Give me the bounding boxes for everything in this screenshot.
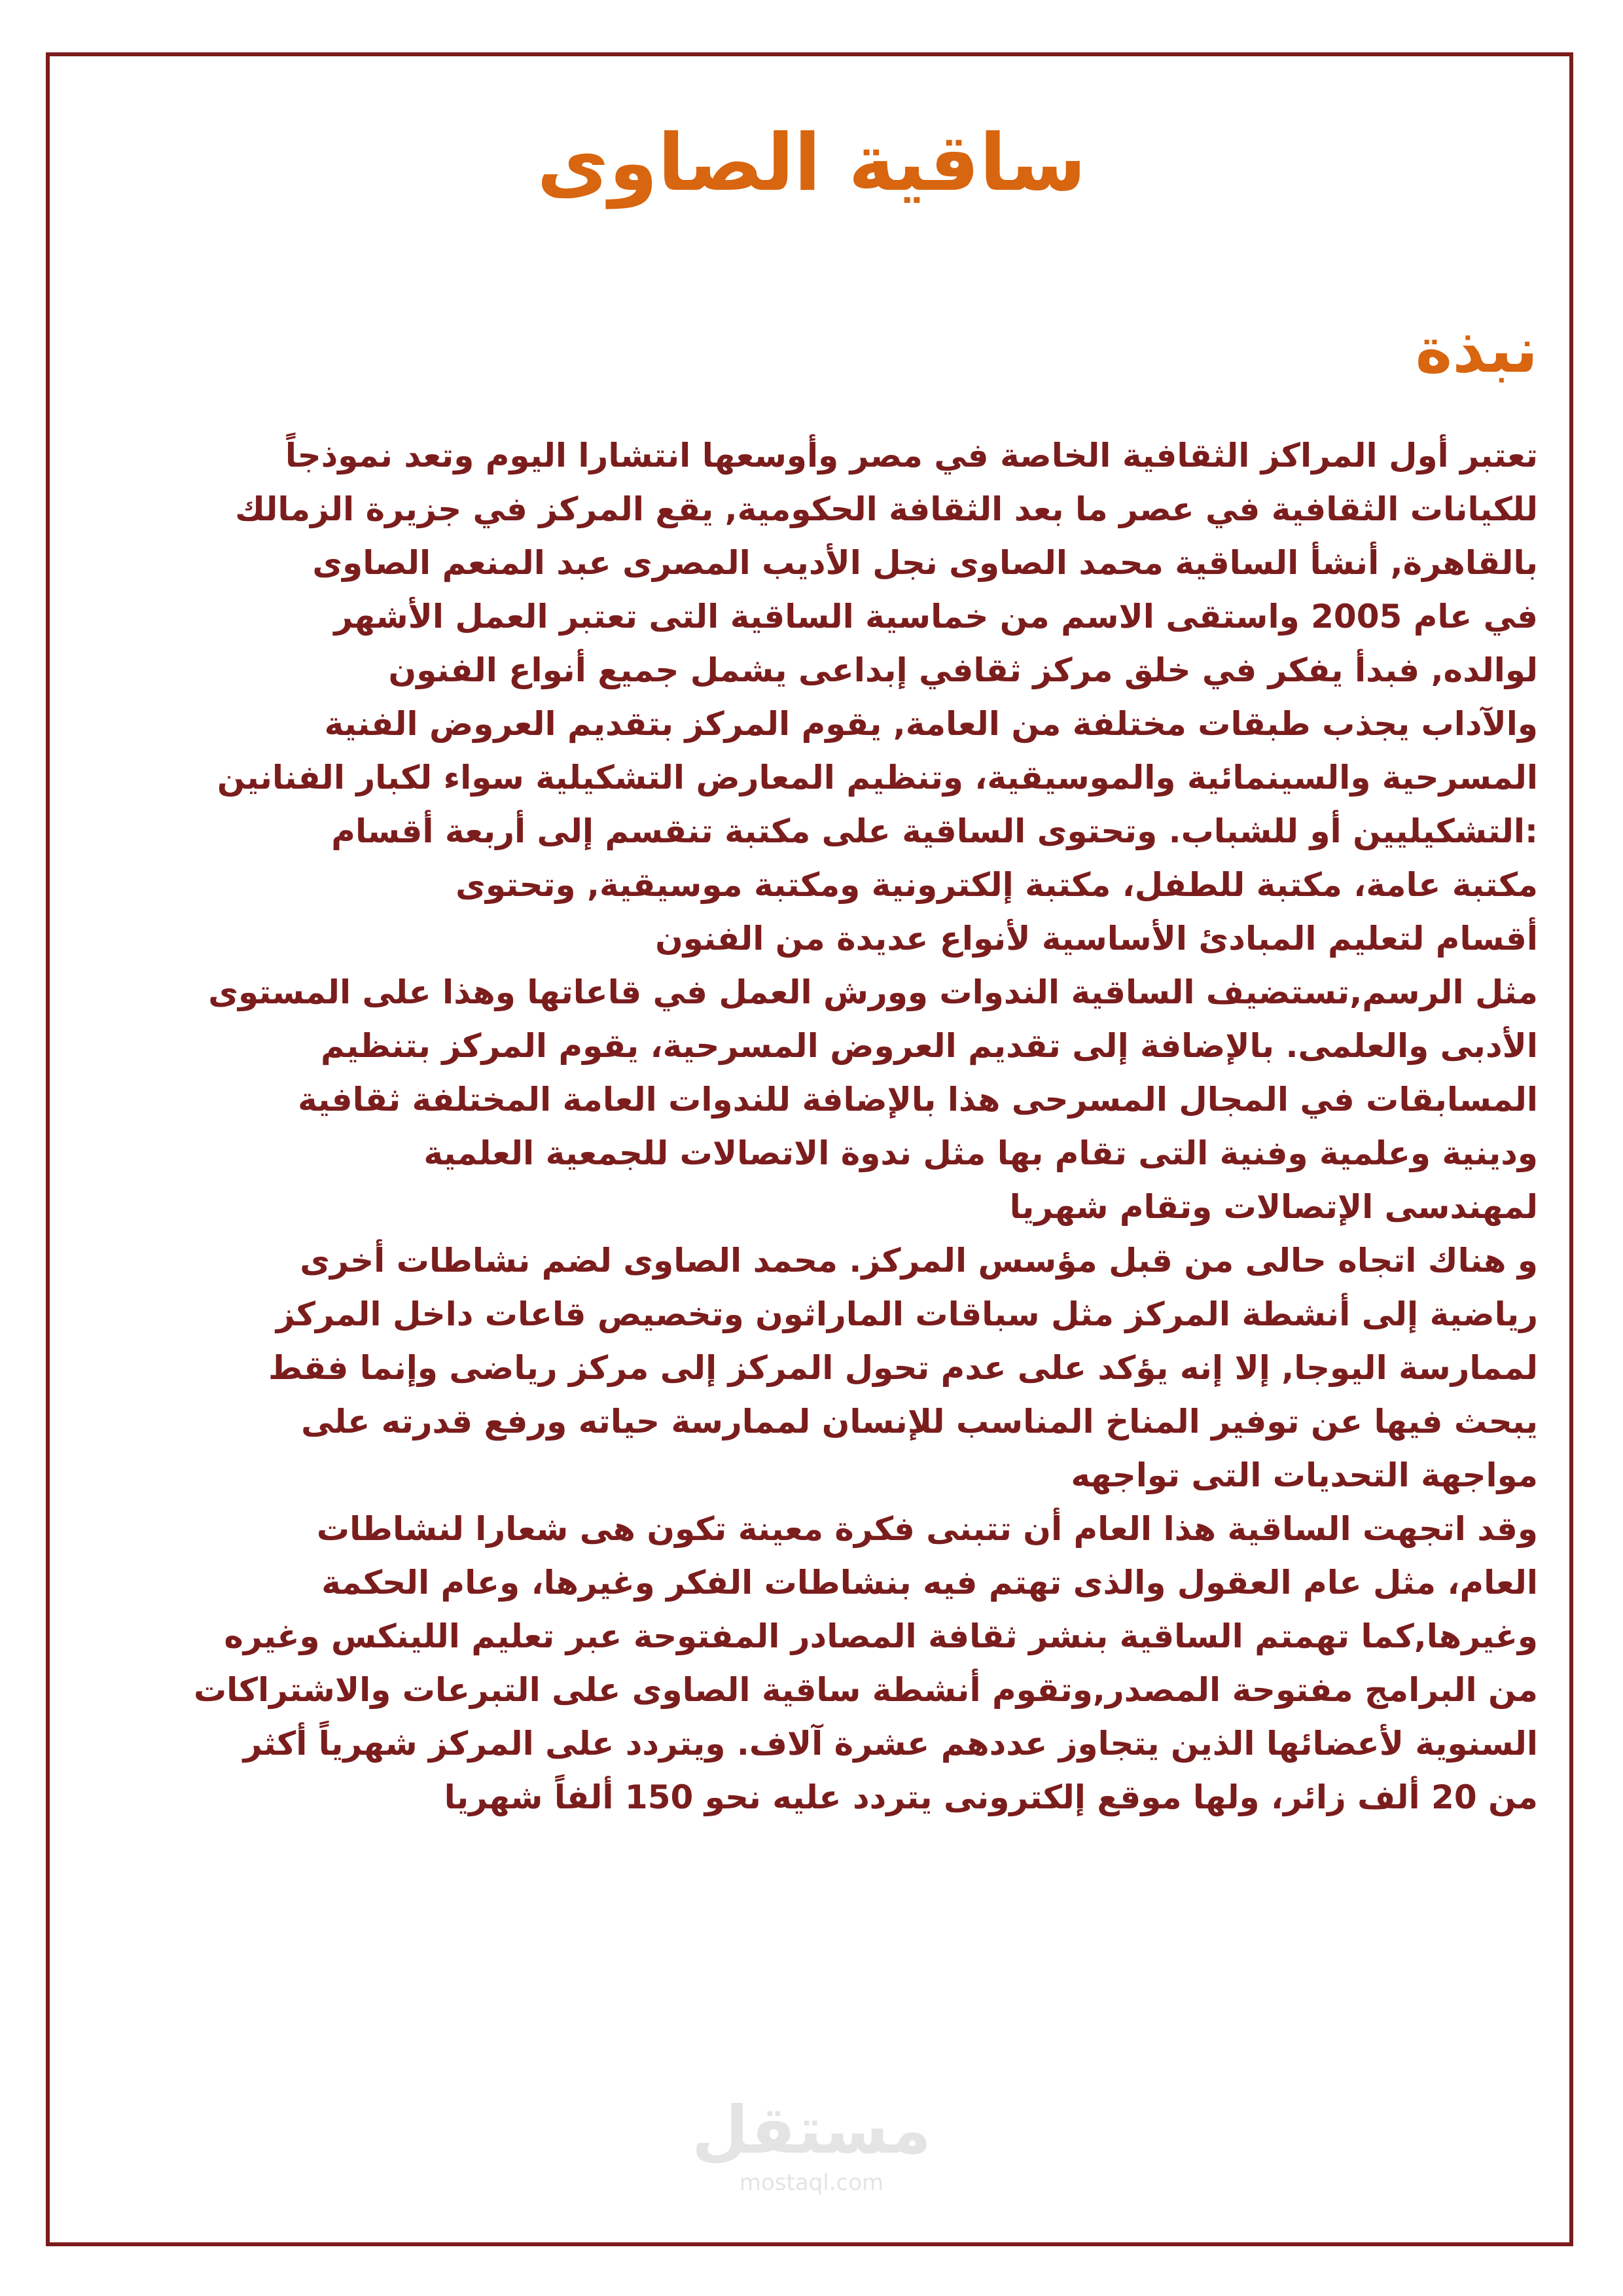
paragraph-line: بالقاهرة, أنشأ الساقية محمد الصاوى نجل الأديب المصرى عبد المنعم الصاوى — [312, 544, 1538, 582]
paragraph-line: مكتبة عامة، مكتبة للطفل، مكتبة إلكترونية ومكتبة موسيقية, وتحتوى — [455, 866, 1538, 904]
paragraph-line: المسابقات في المجال المسرحى هذا بالإضافة للندوات العامة المختلفة ثقافية — [298, 1081, 1538, 1119]
paragraph-line: السنوية لأعضائها الذين يتجاوز عددهم عشرة آلاف. ويتردد على المركز شهرياً أكثر — [243, 1725, 1538, 1763]
paragraph-line: :التشكيليين أو للشباب. وتحتوى الساقية على مكتبة تنقسم إلى أربعة أقسام — [331, 812, 1538, 850]
watermark — [0, 2091, 1623, 2196]
paragraph-line: لممارسة اليوجا, إلا إنه يؤكد على عدم تحول المركز إلى مركز رياضى وإنما فقط — [268, 1349, 1538, 1387]
section-heading: نبذة — [1415, 314, 1538, 387]
paragraph-line: وقد اتجهت الساقية هذا العام أن تتبنى فكرة معينة تكون هى شعارا لنشاطات — [316, 1510, 1538, 1548]
paragraph-line: وغيرها,كما تهمتم الساقية بنشر ثقافة المصادر المفتوحة عبر تعليم اللينكس وغيره — [224, 1617, 1538, 1655]
body-paragraph — [92, 429, 1538, 1824]
paragraph-line: رياضية إلى أنشطة المركز مثل سباقات الماراثون وتخصيص قاعات داخل المركز — [276, 1295, 1538, 1333]
paragraph-line: مثل الرسم,تستضيف الساقية الندوات وورش العمل في قاعاتها وهذا على المستوى — [208, 973, 1538, 1011]
paragraph-line: ودينية وعلمية وفنية التى تقام بها مثل ندوة الاتصالات للجمعية العلمية — [423, 1134, 1538, 1172]
watermark-url: mostaql.com — [739, 2170, 884, 2196]
paragraph-line: يبحث فيها عن توفير المناخ المناسب للإنسان لممارسة حياته ورفع قدرته على — [301, 1403, 1538, 1441]
paragraph-line: لمهندسى الإتصالات وتقام شهريا — [1009, 1188, 1538, 1226]
paragraph-line: والآداب يجذب طبقات مختلفة من العامة, يقوم المركز بتقديم العروض الفنية — [324, 705, 1538, 743]
paragraph-line: للكيانات الثقافية في عصر ما بعد الثقافة الحكومية, يقع المركز في جزيرة الزمالك — [235, 490, 1538, 528]
paragraph-line: لوالده, فبدأ يفكر في خلق مركز ثقافي إبداعى يشمل جميع أنواع الفنون — [388, 651, 1538, 689]
paragraph-line: في عام 2005 واستقى الاسم من خماسية الساقية التى تعتبر العمل الأشهر — [334, 598, 1538, 636]
paragraph-line: و هناك اتجاه حالى من قبل مؤسس المركز. محمد الصاوى لضم نشاطات أخرى — [300, 1242, 1538, 1280]
paragraph-line: تعتبر أول المراكز الثقافية الخاصة في مصر وأوسعها انتشارا اليوم وتعد نموذجاً — [285, 437, 1538, 475]
paragraph-line: المسرحية والسينمائية والموسيقية، وتنظيم المعارض التشكيلية سواء لكبار الفنانين — [217, 759, 1538, 797]
paragraph-line: من البرامج مفتوحة المصدر,وتقوم أنشطة ساقية الصاوى على التبرعات والاشتراكات — [193, 1671, 1538, 1709]
paragraph-line: العام، مثل عام العقول والذى تهتم فيه بنشاطات الفكر وغيرها، وعام الحكمة — [321, 1564, 1538, 1602]
paragraph-line: الأدبى والعلمى. بالإضافة إلى تقديم العروض المسرحية، يقوم المركز بتنظيم — [321, 1027, 1538, 1065]
watermark-logo-text: مستقل — [692, 2092, 931, 2168]
paragraph-line: مواجهة التحديات التى تواجهه — [1071, 1456, 1538, 1494]
page-title: ساقية الصاوى — [537, 118, 1086, 209]
paragraph-line: من 20 ألف زائر، ولها موقع إلكترونى يتردد عليه نحو 150 ألفاً شهريا — [444, 1778, 1538, 1816]
paragraph-line: أقسام لتعليم المبادئ الأساسية لأنواع عديدة من الفنون — [655, 920, 1538, 958]
